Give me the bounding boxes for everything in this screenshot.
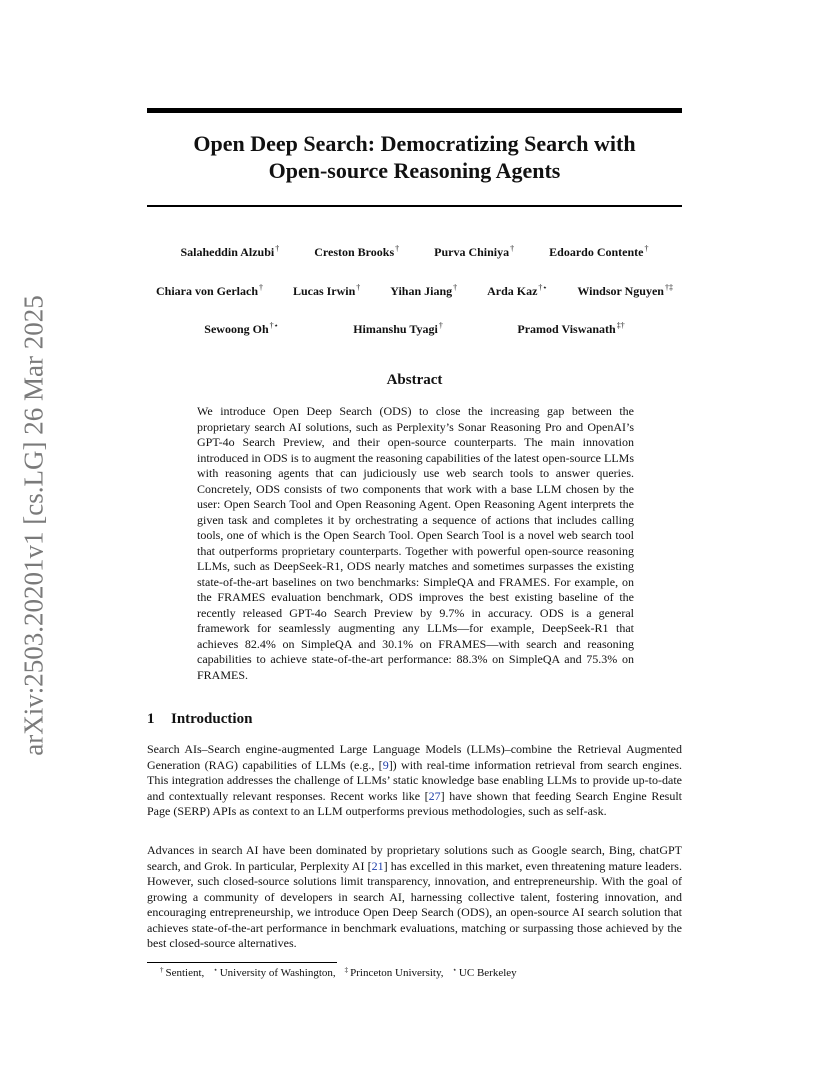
affiliation-mark: † [259,283,263,292]
footnote: ⋆ UC Berkeley [452,966,517,979]
author: Purva Chiniya† [434,244,515,259]
abstract-text: We introduce Open Deep Search (ODS) to close the increasing gap between the proprietary search AI solutions, such as Perplexity’s Sonar Reasoning Pro and OpenAI’s GPT-4o Search Preview, and their open-source counterparts. The main innovation introduced in ODS is to augment the reasoning capabilities of the latest open-source LLMs with reasoning agents that can judiciously use web search tools to answer queries. Concretely, ODS consists of two components that work with a base LLM chosen by the user: Open Search Tool and Open Reasoning Agent. Open Reasoning Agent interprets the given task and completes it by orchestrating a sequence of actions that includes calling tools, one of which is the Open Search Tool. Open Search Tool is a novel web search tool that outperforms proprietary counterparts. Together with powerful open-source reasoning LLMs, such as DeepSeek-R1, ODS nearly matches and sometimes surpasses the existing state-of-the-art baselines on two benchmarks: SimpleQA and FRAMES. For example, on the FRAMES evaluation benchmark, ODS improves the best existing baseline of the recently released GPT-4o Search Preview by 9.7% in accuracy. ODS is a general framework for seamlessly augmenting any LLMs—for example, DeepSeek-R1 that achieves 82.4% on SimpleQA and 30.1% on FRAMES—with search and reasoning capabilities to achieve state-of-the-art performance: 88.3% on SimpleQA and 75.3% on FRAMES. [197,404,634,682]
affiliation-mark: † [356,283,361,292]
footnote: † Sentient, [160,966,205,979]
affiliation-mark: †⋆ [538,283,548,292]
footnote-rule [147,962,337,963]
section-heading [147,711,252,728]
citation-link[interactable]: 27 [428,788,441,803]
body-paragraph: Advances in search AI have been dominated by proprietary solutions such as Google search, Bing, chatGPT search, and Grok. In particular, Perplexity AI [21] has excelled in this market, even threatening mature leaders. However, such closed-source solutions limit transparency, innovation, and entrepreneurship. With the goal of growing a community of developers in search AI, harnessing collective talent, fostering innovation, and encouraging entrepreneurship, we introduce Open Deep Search (ODS), an open-source AI search solution that achieves state-of-the-art performance in benchmark evaluations, matching or surpassing those achieved by the best closed-source alternatives. [147,843,682,950]
affiliation-mark: † [644,244,649,253]
affiliation-mark: † [438,321,443,330]
affiliation-mark: †‡ [664,283,673,292]
author: Pramod Viswanath‡† [517,321,625,336]
title-line: Open Deep Search: Democratizing Search with [193,131,636,156]
author-row [147,244,682,260]
section-title: Introduction [171,711,253,727]
author-row [156,283,673,299]
author: Edoardo Contente† [549,244,649,259]
author: Himanshu Tyagi† [353,321,443,336]
affiliation-footnotes [160,966,517,979]
author: Yihan Jiang† [390,283,458,298]
affiliation-mark: † [453,283,458,292]
arxiv-identifier: arXiv:2503.20201v1 [cs.LG] 26 Mar 2025 [18,294,49,756]
arxiv-identifier-stamp [4,285,64,765]
affiliation-mark: † [510,244,515,253]
paper-title [147,130,682,184]
section-number: 1 [147,711,155,727]
title-bottom-rule [147,205,682,207]
footnote: ⋆ University of Washington, [213,966,336,979]
affiliation-mark: † [275,244,280,253]
citation-link[interactable]: 21 [371,858,384,873]
affiliation-mark: † [395,244,400,253]
footnote: ‡ Princeton University, [344,966,444,979]
author: Creston Brooks† [314,244,400,259]
affiliation-mark: ‡† [616,321,625,330]
author: Arda Kaz†⋆ [487,283,548,298]
author: Chiara von Gerlach† [156,283,263,298]
citation-link[interactable]: 9 [382,757,389,772]
title-line: Open-source Reasoning Agents [268,158,561,183]
affiliation-mark: †⋆ [269,321,279,330]
author: Salaheddin Alzubi† [180,244,280,259]
author: Lucas Irwin† [292,283,361,298]
abstract-heading: Abstract [386,372,443,388]
body-paragraph: Search AIs–Search engine-augmented Large Language Models (LLMs)–combine the Retrieval Augmented Generation (RAG) capabilities of LLMs (e.g., [9]) with real-time information retrieval from search engines. This integration addresses the challenge of LLMs’ static knowledge base enabling LLMs to provide up-to-date and contextually relevant responses. Recent works like [27] have shown that feeding Search Engine Result Page (SERP) APIs as context to an LLM outperforms previous methodologies, such as self-ask. [147,742,682,818]
author: Sewoong Oh†⋆ [204,321,279,336]
author-row [147,321,682,337]
title-top-rule [147,108,682,113]
author: Windsor Nguyen†‡ [577,283,673,298]
